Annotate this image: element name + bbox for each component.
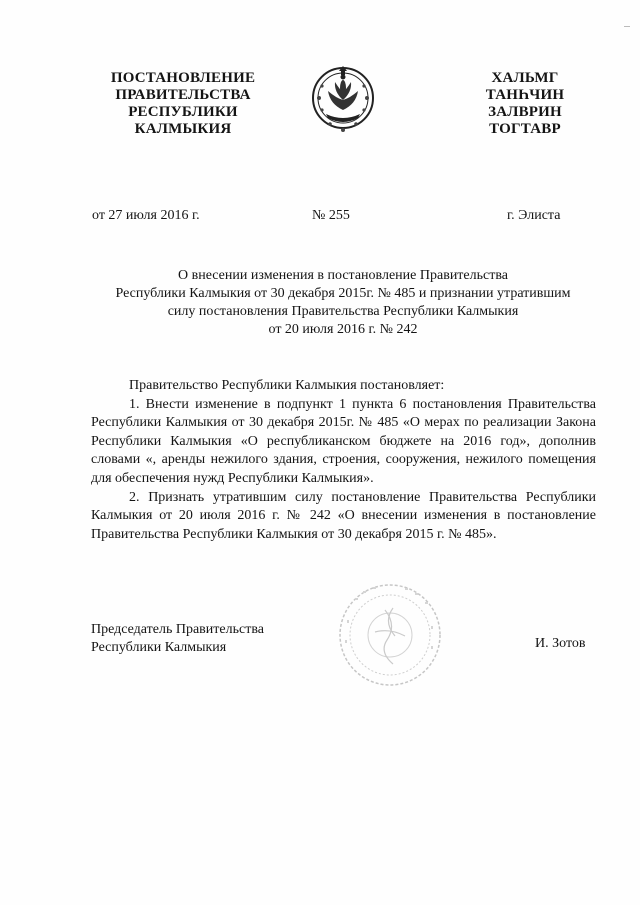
document-body [91,377,596,544]
title-line: О внесении изменения в постановление Правительства [178,268,508,283]
signatory-position-line: Председатель Правительства [91,622,264,637]
document-date: от 27 июля 2016 г. [92,208,200,223]
header-kalmyk [470,70,580,138]
header-kalmyk-line: ТОГТАВР [489,121,561,137]
signatory-position [91,621,264,657]
body-item-2: 2. Признать утратившим силу постановление Правительства Республики Калмыкия от 20 июля 2016 г. № 242 «О внесении изменения в постановление Правительства Республики Калмыкия от 30 декабря 2015 г. № 485». [91,489,596,542]
header-kalmyk-line: ЗАЛВРИН [488,104,562,120]
title-line: Республики Калмыкия от 30 декабря 2015г. № 485 и признании утратившим [115,286,571,301]
signatory-name: И. Зотов [535,636,586,651]
header-kalmyk-line: ТАНҺЧИН [485,87,565,103]
header-russian-line: КАЛМЫКИЯ [134,121,232,137]
scan-mark [624,26,630,27]
header-russian-line: ПОСТАНОВЛЕНИЕ [110,70,256,86]
document-title [90,267,596,339]
header-russian-line: РЕСПУБЛИКИ [128,104,238,120]
document-city: г. Элиста [507,208,561,223]
kalmykia-coat-of-arms-icon [310,58,376,138]
header-russian-line: ПРАВИТЕЛЬСТВА [115,87,251,103]
body-intro: Правительство Республики Калмыкия постановляет: [129,378,445,393]
title-line: от 20 июля 2016 г. № 242 [268,322,418,337]
header-russian [98,70,268,138]
document-number: № 255 [312,208,350,223]
official-seal-icon [335,580,445,690]
body-item-1: 1. Внести изменение в подпункт 1 пункта 6 постановления Правительства Республики Калмыкия от 30 декабря 2015г. № 485 «О мерах по реализации Закона Республики Калмыкия «О республиканском бюджете на 2016 год», дополнив словами «, аренды нежилого здания, строения, сооружения, нежилого помещения для обеспечения нужд Республики Калмыкия». [91,396,596,486]
header-kalmyk-line: ХАЛЬМГ [491,70,559,86]
signatory-position-line: Республики Калмыкия [91,640,227,655]
title-line: силу постановления Правительства Республики Калмыкия [167,304,519,319]
